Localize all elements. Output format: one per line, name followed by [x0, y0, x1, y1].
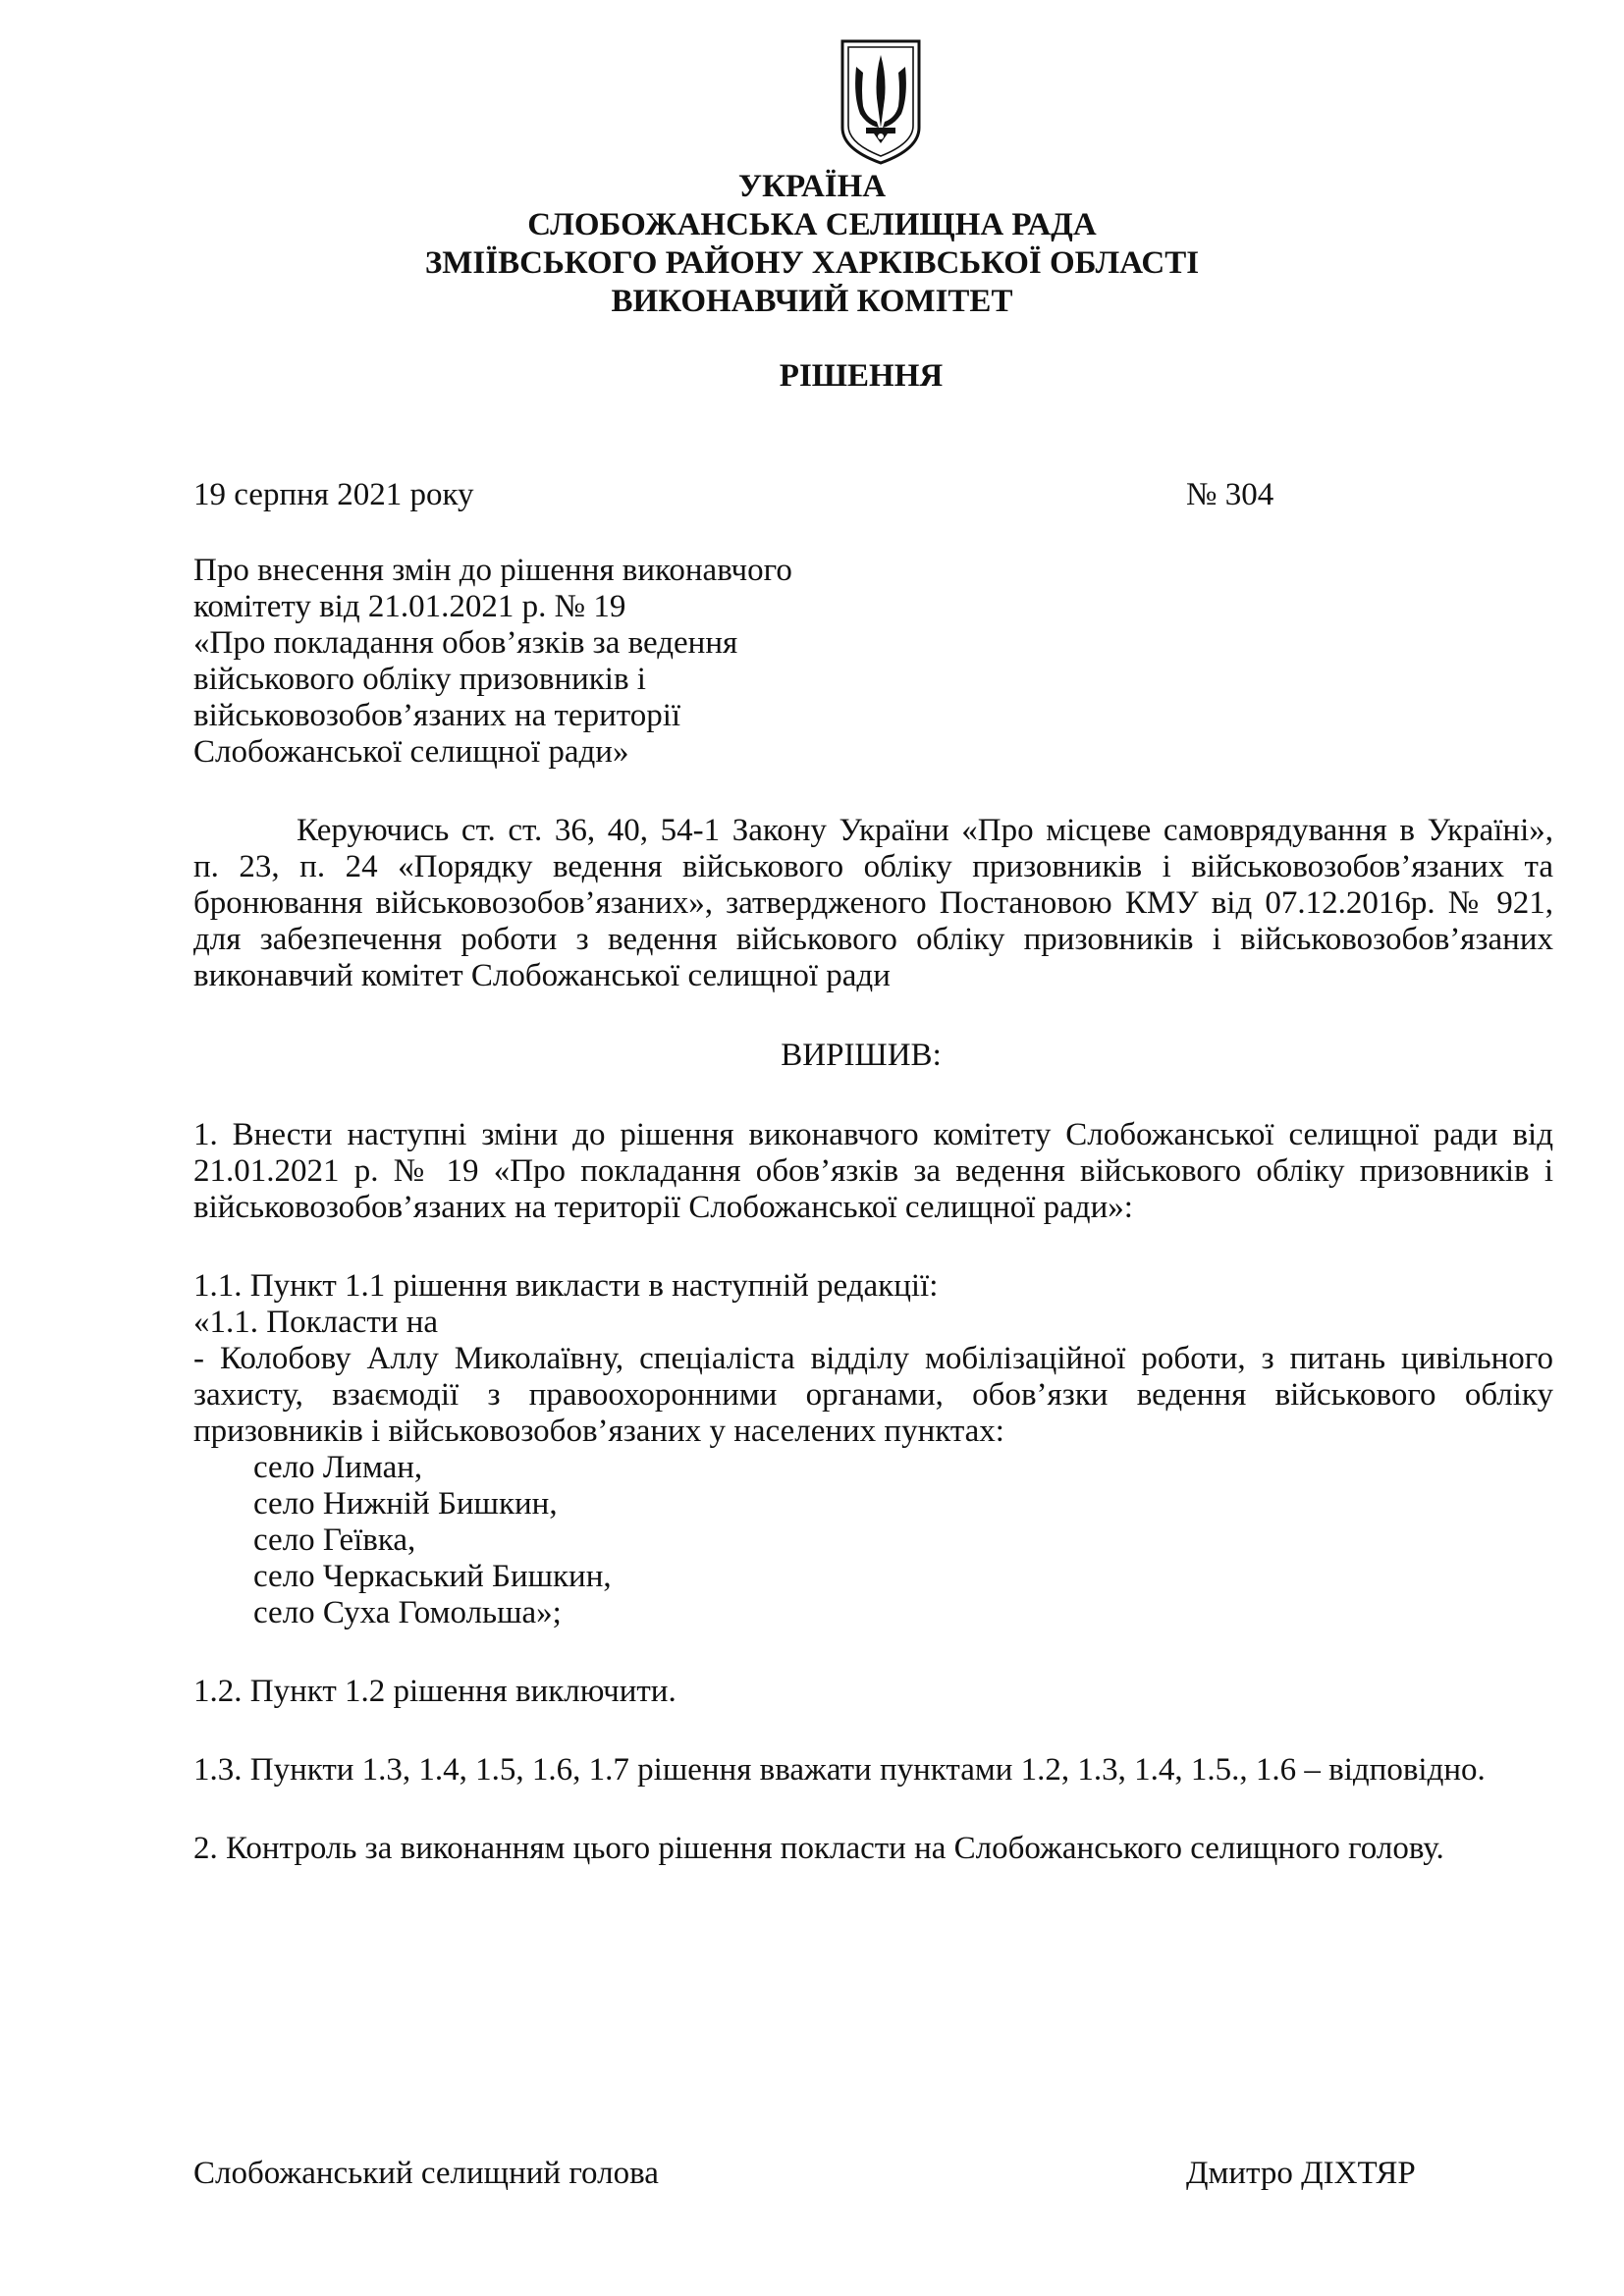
preamble-line: виконавчий комітет Слобожанської селищної ради: [193, 958, 891, 993]
subject-line: військового обліку призовників і: [193, 662, 646, 697]
village-item: село Суха Гомольша»;: [253, 1595, 562, 1630]
signatory-name: Дмитро ДІХТЯР: [1186, 2156, 1416, 2191]
document-header: [0, 169, 1624, 322]
item-1-2: 1.2. Пункт 1.2 рішення виключити.: [193, 1674, 677, 1709]
decision-number: № 304: [1186, 477, 1274, 512]
decision-title: РІШЕННЯ: [779, 358, 944, 394]
village-item: село Геївка,: [253, 1522, 416, 1558]
subject-line: комітету від 21.01.2021 р. № 19: [193, 589, 626, 624]
header-council: СЛОБОЖАНСЬКА СЕЛИЩНА РАДА: [527, 207, 1097, 242]
item-1-line: 1. Внести наступні зміни до рішення виконавчого комітету Слобожанської селищної ради від: [193, 1117, 1553, 1152]
item-1-1-person-line: захисту, взаємодії з правоохоронними органами, обов’язки ведення військового обліку: [193, 1377, 1553, 1413]
trident-coat-of-arms-icon: [837, 37, 925, 167]
header-committee: ВИКОНАВЧИЙ КОМІТЕТ: [611, 284, 1013, 319]
item-1-line: військовозобов’язаних на території Слобожанської селищної ради»:: [193, 1190, 1133, 1225]
signatory-position: Слобожанський селищний голова: [193, 2156, 659, 2191]
preamble-line: п. 23, п. 24 «Порядку ведення військового обліку призовників і військовозобов’язаних та: [193, 849, 1553, 884]
village-item: село Черкаський Бишкин,: [253, 1559, 612, 1594]
header-district: ЗМІЇВСЬКОГО РАЙОНУ ХАРКІВСЬКОЇ ОБЛАСТІ: [424, 245, 1200, 281]
subject-line: «Про покладання обов’язків за ведення: [193, 625, 738, 661]
resolved-heading: ВИРІШИВ:: [781, 1038, 942, 1073]
item-1-line: 21.01.2021 р. № 19 «Про покладання обов’язків за ведення військового обліку призовників і: [193, 1153, 1553, 1189]
preamble-line: Керуючись ст. ст. 36, 40, 54-1 Закону України «Про місцеве самоврядування в Україні»,: [297, 813, 1553, 848]
village-item: село Нижній Бишкин,: [253, 1486, 558, 1522]
subject-line: Слобожанської селищної ради»: [193, 734, 629, 770]
item-1-1-quote: «1.1. Покласти на: [193, 1305, 439, 1340]
subject-line: Про внесення змін до рішення виконавчого: [193, 553, 792, 588]
item-1-1-person-line: - Колобову Аллу Миколаївну, спеціаліста відділу мобілізаційної роботи, з питань цивільного: [193, 1341, 1553, 1376]
item-2: 2. Контроль за виконанням цього рішення покласти на Слобожанського селищного голову.: [193, 1831, 1444, 1866]
item-1-3: 1.3. Пункти 1.3, 1.4, 1.5, 1.6, 1.7 рішення вважати пунктами 1.2, 1.3, 1.4, 1.5., 1.6 – відповідно.: [193, 1752, 1486, 1788]
decision-date: 19 серпня 2021 року: [193, 477, 474, 512]
item-1-1-person-line: призовників і військовозобов’язаних у населених пунктах:: [193, 1414, 1004, 1449]
item-1-1-intro: 1.1. Пункт 1.1 рішення викласти в наступній редакції:: [193, 1268, 939, 1304]
preamble-line: бронювання військовозобов’язаних», затвердженого Постановою КМУ від 07.12.2016р. № 921,: [193, 885, 1553, 921]
subject-line: військовозобов’язаних на території: [193, 698, 681, 733]
village-item: село Лиман,: [253, 1450, 423, 1485]
header-country: УКРАЇНА: [737, 169, 887, 204]
preamble-line: для забезпечення роботи з ведення військового обліку призовників і військовозобов’язаних: [193, 922, 1553, 957]
